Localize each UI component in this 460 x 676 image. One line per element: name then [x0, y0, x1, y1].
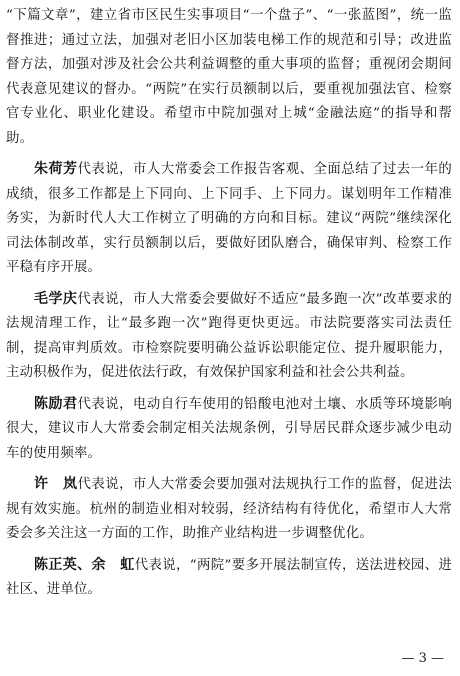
speaker-name: 毛学庆: [34, 290, 78, 307]
page-number: — 3 —: [401, 651, 444, 666]
paragraph-speech: [6, 157, 452, 281]
speaker-name: 朱荷芳: [34, 161, 78, 177]
paragraph-text: 代表说，市人大常委会要加强对法规执行工作的监督，促进法规有效实施。杭州的制造业相对较弱，经济结构有待优化，希望市人大常委会多关注这一方面的工作，助推产业结构进一步调整优化。: [6, 477, 452, 541]
paragraph-speech: [6, 392, 452, 467]
paragraph-text: 代表说，“两院”要多开展法制宣传，送法进校园、进社区、进单位。: [6, 557, 452, 597]
document-body: [6, 4, 452, 609]
speaker-name: 许 岚: [34, 476, 78, 492]
speaker-name: 陈正英、余 虹: [34, 556, 135, 573]
speaker-name: 陈励君: [34, 395, 78, 412]
paragraph-continued: [6, 4, 452, 151]
paragraph-speech: [6, 553, 452, 603]
paragraph-speech: [6, 472, 452, 547]
paragraph-text: “下篇文章”，建立省市区民生实事项目“一个盘子”、“一张蓝图”，统一监督推进；通过立法，加强对老旧小区加装电梯工作的规范和引导；改进监督方法，加强对涉及社会公共利益调整的重大事项的监督；重视闭会期间代表意见建议的督办。“两院”在实行员额制以后，要重视加强法官、检察官专业化、职业化建设。希望市中院加强对上城“金融法庭”的指导和帮助。: [6, 8, 452, 146]
paragraph-text: 代表说，电动自行车使用的铅酸电池对土壤、水质等环境影响很大，建议市人大常委会制定相关法规条例，引导居民群众逐步减少电动车的使用频率。: [6, 396, 452, 461]
paragraph-text: 代表说，市人大常委会工作报告客观、全面总结了过去一年的成绩，很多工作都是上下同向、上下同手、上下同力。谋划明年工作精准务实，为新时代人大工作树立了明确的方向和目标。建议“两院”继续深化司法体制改革，实行员额制以后，要做好团队磨合，确保审判、检察工作平稳有序开展。: [6, 162, 452, 275]
paragraph-text: 代表说，市人大常委会要做好不适应“最多跑一次”改革要求的法规清理工作，让“最多跑一次”跑得更快更远。市法院要落实司法责任制，提高审判质效。市检察院要明确公益诉讼职能定位、提升履职能力，主动积极作为，促进依法行政，有效保护国家利益和社会公共利益。: [6, 291, 452, 380]
paragraph-speech: [6, 287, 452, 386]
